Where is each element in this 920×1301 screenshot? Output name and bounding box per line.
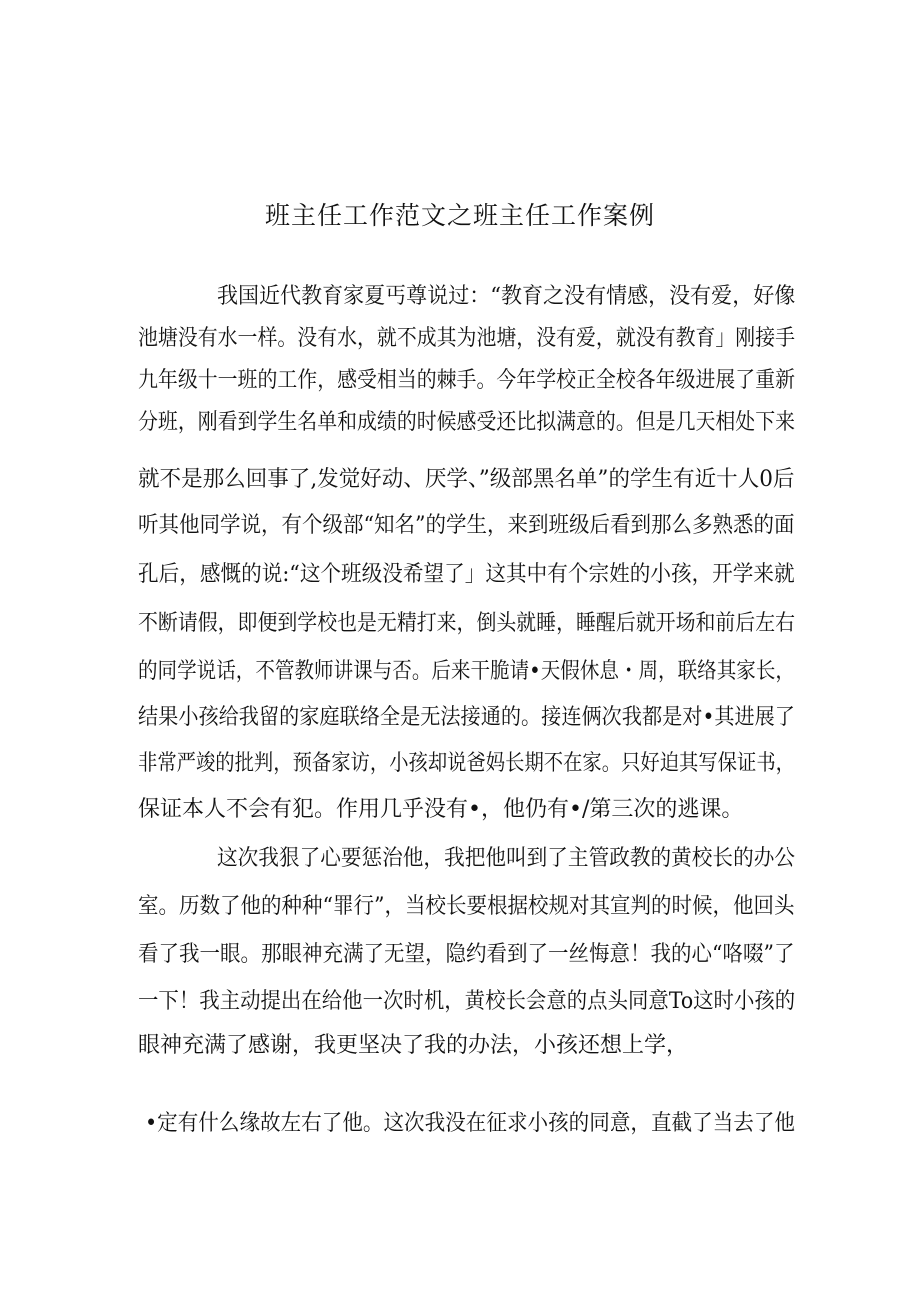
paragraph-line: 这次我狠了心要惩治他，我把他叫到了主管政教的黄校长的办公: [217, 846, 796, 871]
paragraph-line: 九年级十一班的工作，感受相当的棘手。今年学校正全校各年级进展了重新: [138, 368, 796, 393]
paragraph-line: 我国近代教育家夏丐尊说过：“教育之没有情感，没有爱，好像: [217, 284, 796, 309]
paragraph-line: 不断请假，即便到学校也是无精打来，倒头就睡，睡醒后就开场和前后左右: [138, 611, 796, 636]
paragraph-line: 一下！我主动提出在给他一次时机，黄校长会意的点头同意To这时小孩的: [138, 989, 796, 1014]
paragraph-line: 看了我一眼。那眼神充满了无望，隐约看到了一丝悔意！我的心“咯啜”了: [138, 942, 795, 967]
paragraph-line: •定有什么缘故左右了他。这次我没在征求小孩的同意，直截了当去了他: [145, 1111, 796, 1136]
paragraph-line: 分班，刚看到学生名单和成绩的时候感受还比拟满意的。但是几天相处下来: [138, 410, 796, 435]
paragraph-line: 保证本人不会有犯。作用几乎没有•，他仍有•/第三次的逃课。: [138, 797, 744, 822]
paragraph-line: 就不是那么回事了,发觉好动、厌学、”级部黑名单”的学生有近十人0后: [138, 467, 795, 492]
paragraph-line: 的同学说话，不管教师讲课与否。后来干脆请•天假休息・周，联络其家长，: [138, 659, 795, 684]
paragraph-line: 眼神充满了感谢，我更坚决了我的办法，小孩还想上学，: [138, 1033, 689, 1058]
paragraph-line: 非常严竣的批判，预备家访，小孩却说爸妈长期不在家。只好迫其写保证书，: [138, 751, 795, 776]
paragraph-line: 孔后，感慨的说:“这个班级没希望了」这其中有个宗姓的小孩，开学来就: [138, 562, 795, 587]
paragraph-line: 室。历数了他的种种“罪行”，当校长要根据校规对其宣判的时候，他回头: [138, 894, 795, 919]
paragraph-line: 结果小孩给我留的家庭联络全是无法接通的。接连俩次我都是对•其进展了: [138, 705, 795, 730]
paragraph-line: 池塘没有水一样。没有水，就不成其为池塘，没有爱，就没有教育」刚接手: [138, 326, 796, 351]
paragraph-line: 听其他同学说，有个级部“知名”的学生，来到班级后看到那么多熟悉的面: [138, 513, 795, 538]
document-title: 班主任工作范文之班主任工作案例: [264, 201, 655, 230]
